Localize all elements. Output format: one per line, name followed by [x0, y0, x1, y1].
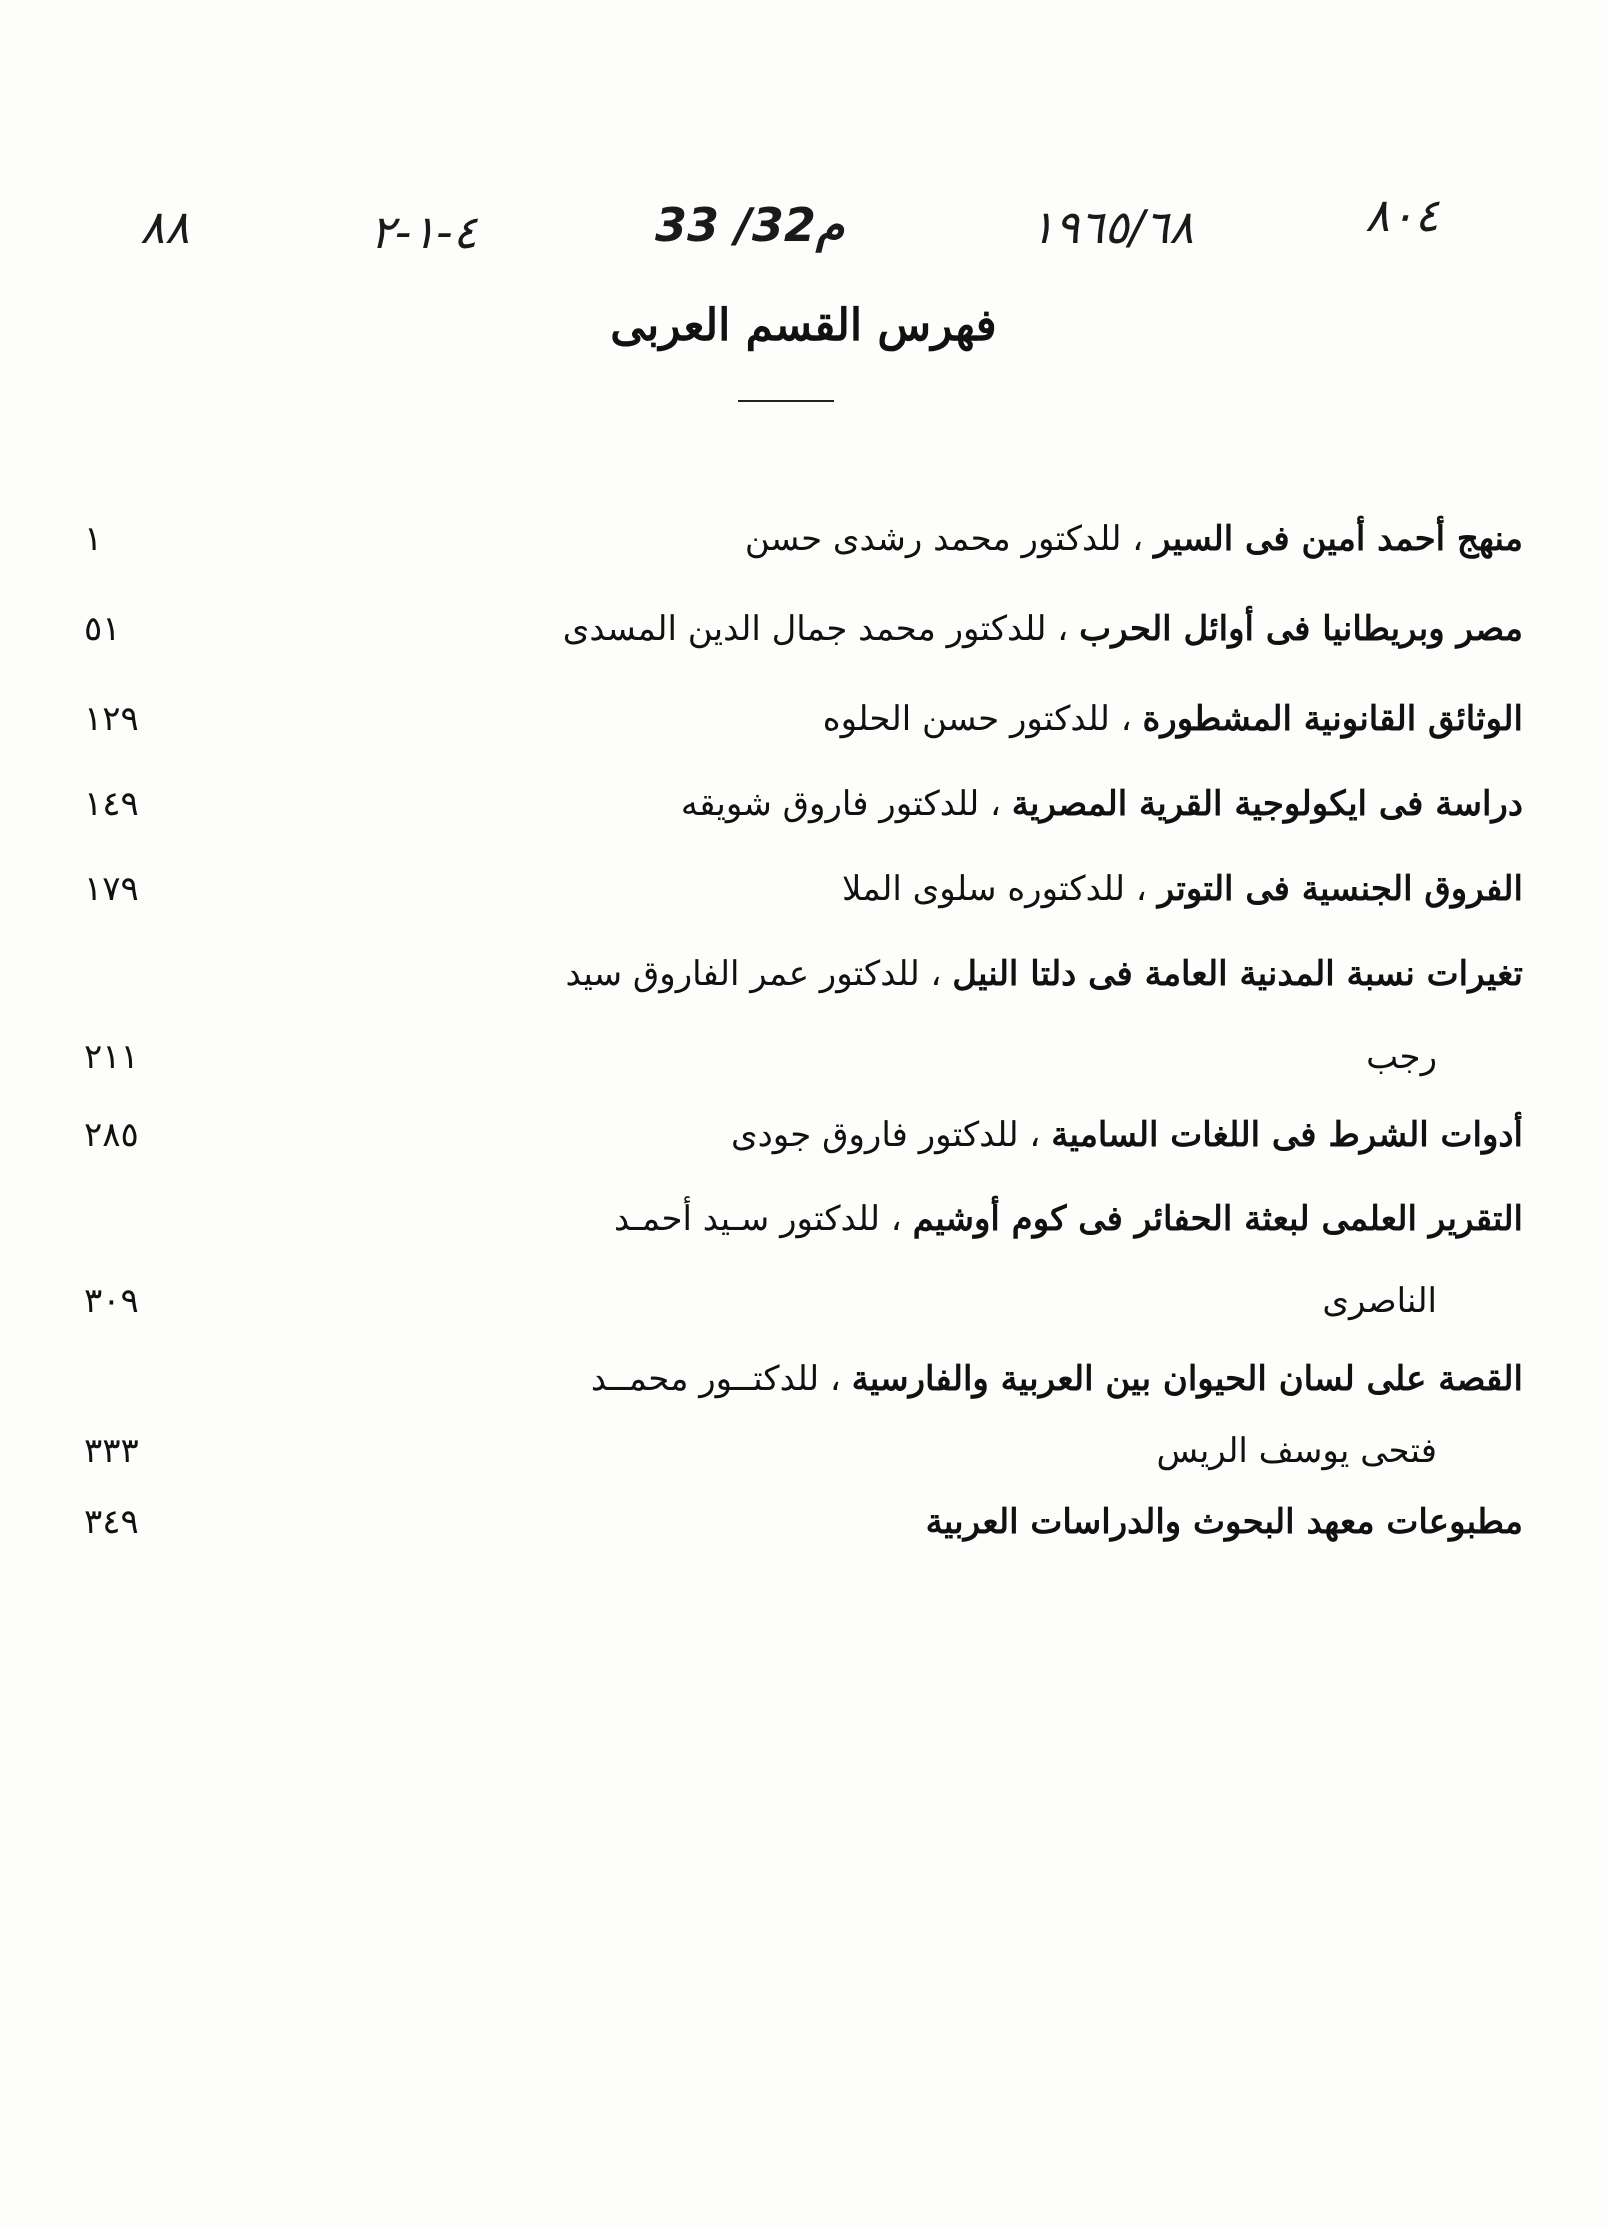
toc-entry [614, 1199, 1523, 1239]
entry-title: التقرير العلمى لبعثة الحفائر فى كوم أوشيم [912, 1199, 1523, 1239]
entry-author: ، للدكتور فاروق جودى [730, 1115, 1041, 1155]
entry-page-number: ٣٣٣ [84, 1431, 139, 1471]
page-title: فهرس القسم العربى [610, 300, 997, 351]
toc-entry [730, 1115, 1523, 1155]
entry-title: الفروق الجنسية فى التوتر [1157, 869, 1523, 909]
entry-author: ، للدكتور حسن الحلوه [822, 699, 1132, 739]
toc-entry [925, 1502, 1523, 1542]
entry-author-continuation: رجب [1366, 1037, 1437, 1077]
entry-title: منهج أحمد أمين فى السير [1154, 519, 1523, 559]
entry-page-number: ٣٤٩ [84, 1502, 139, 1542]
handwritten-note: 33 /32م [655, 198, 845, 252]
entry-page-number: ١ [84, 519, 103, 559]
entry-author: ، للدكتور سـيد أحمـد [614, 1199, 902, 1239]
entry-author: ، للدكتور محمد جمال الدين المسدى [562, 609, 1069, 649]
entry-title: دراسة فى ايكولوجية القرية المصرية [1011, 784, 1523, 824]
toc-entry [562, 609, 1523, 649]
entry-title: الوثائق القانونية المشطورة [1142, 699, 1523, 739]
entry-page-number: ٢١١ [84, 1037, 139, 1077]
entry-page-number: ١٢٩ [84, 699, 139, 739]
handwritten-note: ٤-١-٢ [370, 205, 478, 259]
entry-author: ، للدكتوره سلوى الملا [842, 869, 1147, 909]
toc-entry [744, 519, 1523, 559]
entry-author-continuation: الناصرى [1322, 1281, 1437, 1321]
entry-title: مصر وبريطانيا فى أوائل الحرب [1079, 609, 1523, 649]
title-divider [738, 400, 834, 402]
handwritten-note: ٨٨ [140, 200, 190, 254]
toc-entry [590, 1359, 1523, 1399]
entry-title: أدوات الشرط فى اللغات السامية [1051, 1115, 1523, 1155]
entry-page-number: ٢٨٥ [84, 1115, 139, 1155]
entry-author: ، للدكتور فاروق شويقه [680, 784, 1001, 824]
entry-author: ، للدكتــور محمــد [590, 1359, 841, 1399]
entry-page-number: ٣٠٩ [84, 1281, 139, 1321]
entry-title: مطبوعات معهد البحوث والدراسات العربية [925, 1502, 1523, 1542]
handwritten-note: ٨٠٤ [1365, 188, 1440, 242]
entry-page-number: ١٤٩ [84, 784, 139, 824]
entry-page-number: ١٧٩ [84, 869, 139, 909]
entry-author: ، للدكتور محمد رشدى حسن [744, 519, 1144, 559]
entry-title: تغيرات نسبة المدنية العامة فى دلتا النيل [952, 954, 1523, 994]
entry-title: القصة على لسان الحيوان بين العربية والفارسية [851, 1359, 1523, 1399]
toc-entry [680, 784, 1523, 824]
toc-entry [565, 954, 1524, 994]
entry-author-continuation: فتحى يوسف الريس [1156, 1431, 1437, 1471]
entry-page-number: ٥١ [84, 609, 121, 649]
toc-entry [842, 869, 1523, 909]
entry-author: ، للدكتور عمر الفاروق سيد [565, 954, 942, 994]
toc-entry [822, 699, 1523, 739]
handwritten-note: ١٩٦٥/٦٨ [1030, 200, 1194, 254]
